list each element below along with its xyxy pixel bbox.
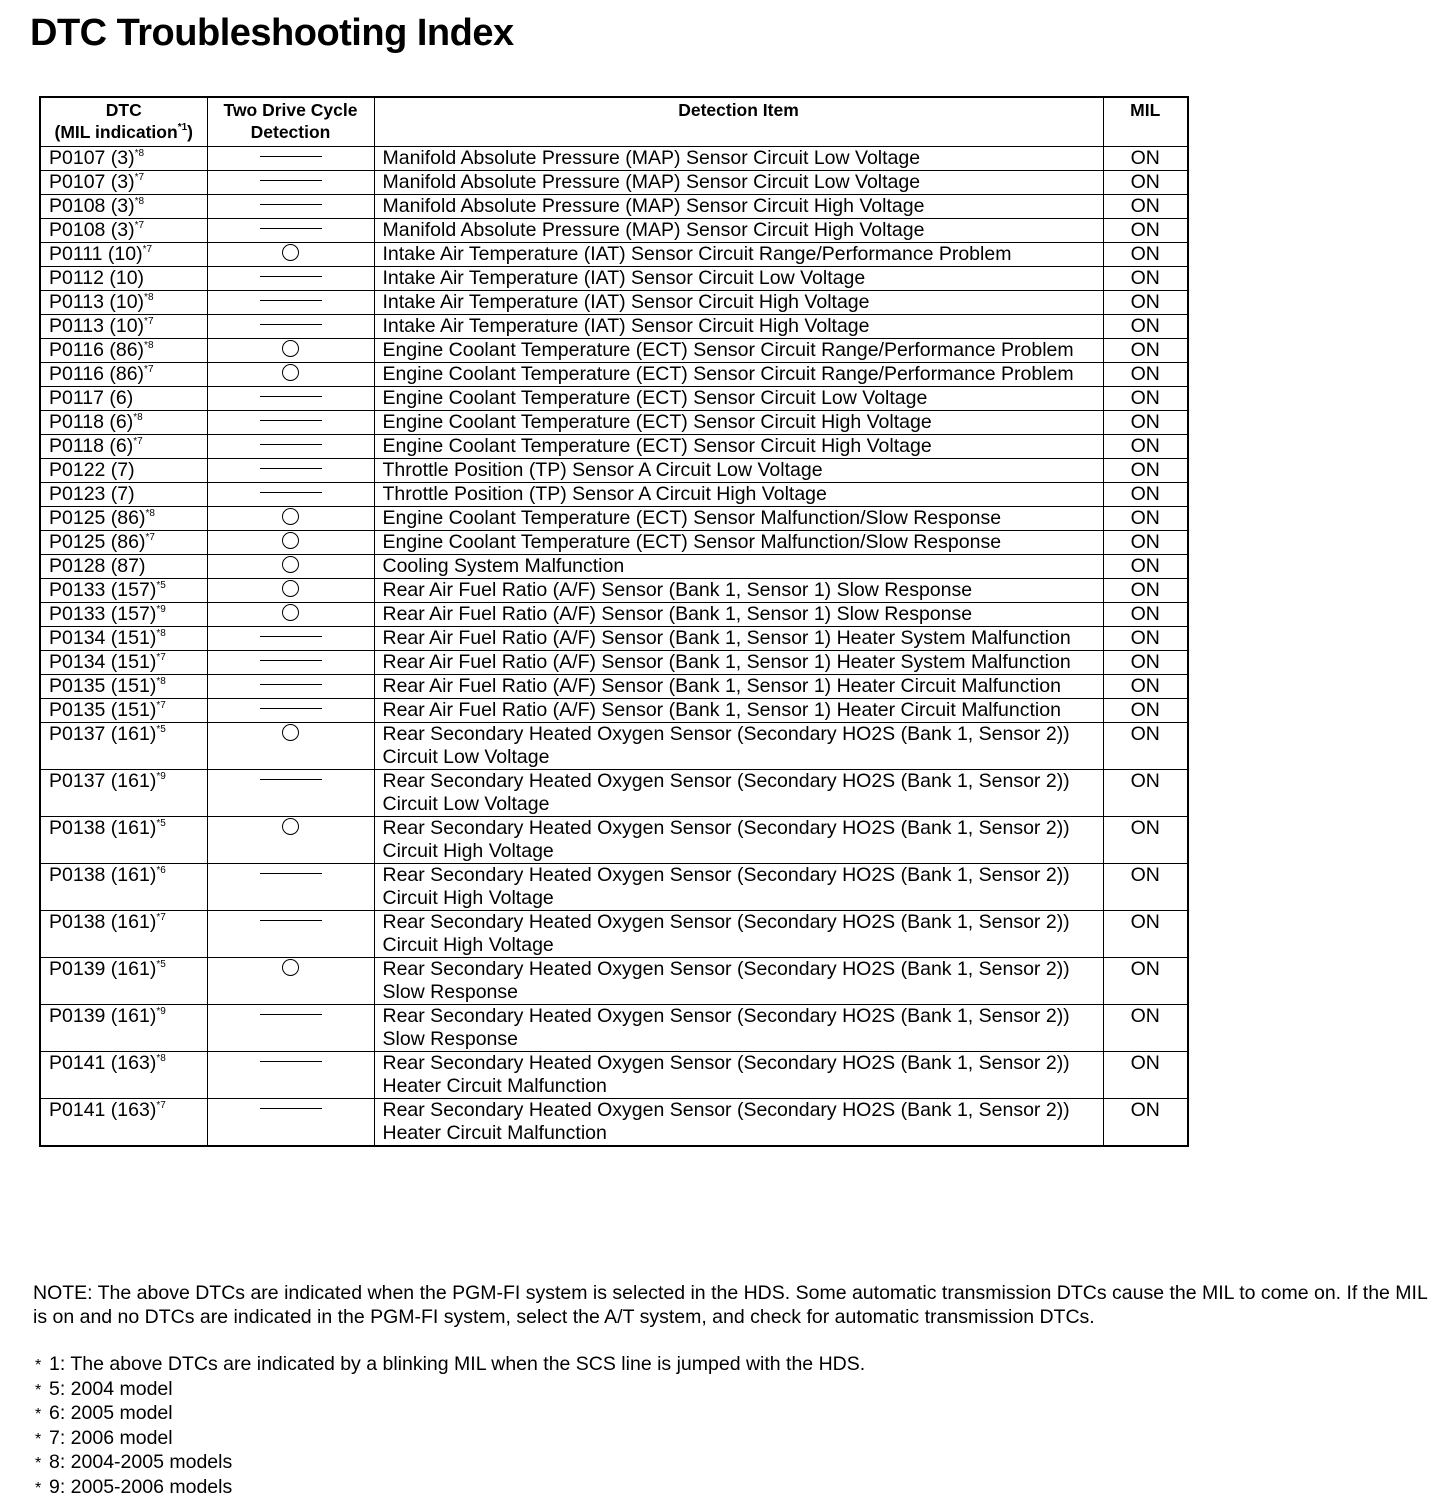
dtc-code-cell (40, 507, 207, 531)
mil-status: ON (1103, 219, 1188, 243)
header-detection-item: Detection Item (374, 97, 1103, 147)
mil-status: ON (1103, 387, 1188, 411)
dtc-code-cell (40, 723, 207, 770)
dtc-code: P0108 (3) (49, 219, 135, 241)
mil-status: ON (1103, 363, 1188, 387)
dtc-code-cell (40, 627, 207, 651)
dtc-footnote-mark: *8 (156, 628, 166, 639)
table-row (40, 171, 1188, 195)
dtc-code-cell (40, 267, 207, 291)
two-drive-cycle-cell (207, 147, 374, 171)
not-applicable-dash-icon (260, 300, 322, 301)
dtc-code-cell (40, 699, 207, 723)
not-applicable-dash-icon (260, 873, 322, 874)
dtc-footnote-mark: *7 (142, 244, 153, 255)
two-drive-cycle-cell (207, 911, 374, 958)
two-drive-cycle-cell (207, 817, 374, 864)
detection-item: Manifold Absolute Pressure (MAP) Sensor Circuit Low Voltage (374, 147, 1103, 171)
dtc-footnote-mark: *7 (144, 316, 154, 327)
mil-status: ON (1103, 817, 1188, 864)
dtc-footnote-mark: *8 (156, 676, 166, 687)
two-drive-cycle-circle-icon (282, 364, 299, 381)
header-dtc-footnote-mark: *1 (177, 122, 188, 133)
mil-status: ON (1103, 958, 1188, 1005)
detection-item: Engine Coolant Temperature (ECT) Sensor Circuit Range/Performance Problem (374, 339, 1103, 363)
header-dtc-label: DTC (105, 100, 142, 120)
dtc-code-cell (40, 483, 207, 507)
footnote-asterisk: * (35, 1357, 42, 1374)
not-applicable-dash-icon (260, 204, 322, 205)
table-body (40, 147, 1188, 1147)
two-drive-cycle-circle-icon (282, 556, 299, 573)
dtc-code: P0141 (163) (49, 1052, 157, 1074)
dtc-code: P0125 (86) (49, 507, 146, 529)
detection-item: Manifold Absolute Pressure (MAP) Sensor Circuit High Voltage (374, 195, 1103, 219)
detection-item: Intake Air Temperature (IAT) Sensor Circuit Low Voltage (374, 267, 1103, 291)
footnote-text: 1: The above DTCs are indicated by a blinking MIL when the SCS line is jumped with the HDS. (49, 1353, 866, 1375)
table-row (40, 555, 1188, 579)
header-dtc-sub: (MIL indication$^{*1}$) (54, 122, 193, 142)
dtc-footnote-mark: *7 (156, 912, 166, 923)
footnote-text: 6: 2005 model (49, 1402, 173, 1424)
detection-item: Rear Air Fuel Ratio (A/F) Sensor (Bank 1, Sensor 1) Heater System Malfunction (374, 651, 1103, 675)
dtc-footnote-mark: *7 (156, 652, 166, 663)
two-drive-cycle-cell (207, 435, 374, 459)
detection-item: Rear Secondary Heated Oxygen Sensor (Secondary HO2S (Bank 1, Sensor 2)) Circuit High Voltage (374, 817, 1103, 864)
two-drive-cycle-cell (207, 864, 374, 911)
detection-item: Rear Air Fuel Ratio (A/F) Sensor (Bank 1, Sensor 1) Heater System Malfunction (374, 627, 1103, 651)
dtc-code: P0137 (161) (49, 723, 157, 745)
header-two-drive-cycle (207, 97, 374, 147)
detection-item: Intake Air Temperature (IAT) Sensor Circuit High Voltage (374, 291, 1103, 315)
table-row (40, 603, 1188, 627)
dtc-code-cell (40, 243, 207, 267)
mil-status: ON (1103, 651, 1188, 675)
dtc-code-cell (40, 459, 207, 483)
dtc-code: P0135 (151) (49, 699, 157, 721)
footnote-text: 8: 2004-2005 models (49, 1451, 233, 1473)
two-drive-cycle-cell (207, 1005, 374, 1052)
not-applicable-dash-icon (260, 920, 322, 921)
dtc-code: P0118 (6) (49, 435, 134, 457)
dtc-code-cell (40, 531, 207, 555)
two-drive-cycle-cell (207, 267, 374, 291)
dtc-code-cell (40, 579, 207, 603)
two-drive-cycle-cell (207, 315, 374, 339)
dtc-footnote-mark: *7 (156, 700, 166, 711)
table-row (40, 291, 1188, 315)
table-row (40, 243, 1188, 267)
dtc-code-cell (40, 195, 207, 219)
dtc-code: P0133 (157) (49, 579, 157, 601)
dtc-code: P0108 (3) (49, 195, 135, 217)
two-drive-cycle-cell (207, 675, 374, 699)
dtc-code: P0122 (7) (49, 459, 135, 481)
detection-item: Engine Coolant Temperature (ECT) Sensor Malfunction/Slow Response (374, 531, 1103, 555)
header-mil: MIL (1103, 97, 1188, 147)
dtc-code-cell (40, 435, 207, 459)
two-drive-cycle-cell (207, 411, 374, 435)
dtc-code: P0128 (87) (49, 555, 146, 577)
detection-item: Rear Secondary Heated Oxygen Sensor (Secondary HO2S (Bank 1, Sensor 2)) Slow Response (374, 958, 1103, 1005)
two-drive-cycle-cell (207, 603, 374, 627)
table-row (40, 770, 1188, 817)
not-applicable-dash-icon (260, 1014, 322, 1015)
mil-status: ON (1103, 195, 1188, 219)
two-drive-cycle-cell (207, 555, 374, 579)
table-row (40, 411, 1188, 435)
two-drive-cycle-cell (207, 171, 374, 195)
two-drive-cycle-circle-icon (282, 604, 299, 621)
table-row (40, 315, 1188, 339)
mil-status: ON (1103, 864, 1188, 911)
dtc-code-cell (40, 958, 207, 1005)
detection-item: Rear Air Fuel Ratio (A/F) Sensor (Bank 1, Sensor 1) Heater Circuit Malfunction (374, 675, 1103, 699)
mil-status: ON (1103, 579, 1188, 603)
two-drive-cycle-cell (207, 627, 374, 651)
dtc-code-cell (40, 770, 207, 817)
footnote-item (35, 1353, 865, 1378)
dtc-footnote-mark: *8 (144, 292, 154, 303)
dtc-code-cell (40, 387, 207, 411)
mil-status: ON (1103, 243, 1188, 267)
dtc-code: P0141 (163) (49, 1099, 157, 1121)
detection-item: Rear Air Fuel Ratio (A/F) Sensor (Bank 1, Sensor 1) Heater Circuit Malfunction (374, 699, 1103, 723)
mil-status: ON (1103, 315, 1188, 339)
two-drive-cycle-circle-icon (282, 959, 299, 976)
dtc-code-cell (40, 864, 207, 911)
footnote-item (35, 1378, 865, 1403)
table-row (40, 911, 1188, 958)
dtc-code-cell (40, 603, 207, 627)
not-applicable-dash-icon (260, 1108, 322, 1109)
dtc-footnote-mark: *9 (156, 1006, 166, 1017)
dtc-code-cell (40, 147, 207, 171)
dtc-footnote-mark: *8 (134, 148, 145, 159)
not-applicable-dash-icon (260, 708, 322, 709)
mil-status: ON (1103, 531, 1188, 555)
detection-item: Rear Air Fuel Ratio (A/F) Sensor (Bank 1, Sensor 1) Slow Response (374, 603, 1103, 627)
footnotes-list (35, 1353, 865, 1500)
two-drive-cycle-cell (207, 507, 374, 531)
dtc-footnote-mark: *7 (133, 436, 143, 447)
detection-item: Rear Secondary Heated Oxygen Sensor (Secondary HO2S (Bank 1, Sensor 2)) Circuit High Voltage (374, 864, 1103, 911)
two-drive-cycle-cell (207, 723, 374, 770)
detection-item: Cooling System Malfunction (374, 555, 1103, 579)
table-row (40, 864, 1188, 911)
table-row (40, 339, 1188, 363)
footnote-asterisk: * (35, 1381, 42, 1399)
dtc-code: P0138 (161) (49, 864, 157, 886)
not-applicable-dash-icon (260, 396, 322, 397)
two-drive-cycle-cell (207, 531, 374, 555)
table-row (40, 219, 1188, 243)
dtc-code: P0134 (151) (49, 627, 157, 649)
dtc-code: P0116 (86) (49, 363, 145, 385)
detection-item: Engine Coolant Temperature (ECT) Sensor Circuit Range/Performance Problem (374, 363, 1103, 387)
dtc-code-cell (40, 555, 207, 579)
table-row (40, 195, 1188, 219)
dtc-footnote-mark: *8 (134, 196, 145, 207)
dtc-code-cell (40, 315, 207, 339)
dtc-code-cell (40, 1099, 207, 1147)
dtc-footnote-mark: *5 (156, 724, 166, 735)
two-drive-cycle-cell (207, 651, 374, 675)
dtc-code-cell (40, 411, 207, 435)
dtc-code-cell (40, 1005, 207, 1052)
not-applicable-dash-icon (260, 779, 322, 780)
dtc-code: P0112 (10) (49, 267, 145, 289)
footnote-item (35, 1451, 865, 1476)
header-dtc (40, 97, 207, 147)
dtc-code: P0113 (10) (49, 291, 145, 313)
dtc-code: P0117 (6) (49, 387, 134, 409)
dtc-code-cell (40, 219, 207, 243)
dtc-footnote-mark: *7 (134, 172, 145, 183)
note-paragraph: NOTE: The above DTCs are indicated when the PGM-FI system is selected in the HDS. Some automatic transmission DTCs cause the MIL to come on. If the MIL is on and no DTCs are indicated in the PGM-FI system, select the A/T system, and check for automatic transmission DTCs. (33, 1282, 1428, 1328)
detection-item: Rear Secondary Heated Oxygen Sensor (Secondary HO2S (Bank 1, Sensor 2)) Circuit Low Voltage (374, 723, 1103, 770)
table-row (40, 483, 1188, 507)
footnote-asterisk: * (35, 1455, 42, 1472)
not-applicable-dash-icon (260, 660, 322, 661)
two-drive-cycle-cell (207, 387, 374, 411)
detection-item: Intake Air Temperature (IAT) Sensor Circuit High Voltage (374, 315, 1103, 339)
mil-status: ON (1103, 1099, 1188, 1147)
two-drive-cycle-cell (207, 770, 374, 817)
dtc-code: P0111 (10) (49, 243, 143, 265)
detection-item: Rear Secondary Heated Oxygen Sensor (Secondary HO2S (Bank 1, Sensor 2)) Slow Response (374, 1005, 1103, 1052)
dtc-footnote-mark: *9 (156, 604, 166, 615)
dtc-footnote-mark: *9 (156, 771, 166, 782)
dtc-code: P0138 (161) (49, 911, 157, 933)
mil-status: ON (1103, 699, 1188, 723)
dtc-code: P0138 (161) (49, 817, 157, 839)
dtc-code-cell (40, 363, 207, 387)
dtc-footnote-mark: *7 (134, 220, 145, 231)
mil-status: ON (1103, 339, 1188, 363)
table-row (40, 699, 1188, 723)
mil-status: ON (1103, 1005, 1188, 1052)
table-row (40, 435, 1188, 459)
two-drive-cycle-cell (207, 1052, 374, 1099)
detection-item: Rear Secondary Heated Oxygen Sensor (Secondary HO2S (Bank 1, Sensor 2)) Heater Circuit Malfunction (374, 1052, 1103, 1099)
footnote-item (35, 1427, 865, 1452)
header-cycle-label: Two Drive Cycle (223, 100, 358, 120)
footnote-text: 7: 2006 model (49, 1426, 173, 1449)
two-drive-cycle-cell (207, 459, 374, 483)
table-row (40, 387, 1188, 411)
mil-status: ON (1103, 483, 1188, 507)
table-row (40, 147, 1188, 171)
mil-status: ON (1103, 171, 1188, 195)
dtc-footnote-mark: *8 (156, 1053, 166, 1064)
detection-item: Rear Secondary Heated Oxygen Sensor (Secondary HO2S (Bank 1, Sensor 2)) Circuit High Voltage (374, 911, 1103, 958)
page-title: DTC Troubleshooting Index (30, 12, 514, 54)
not-applicable-dash-icon (260, 156, 322, 157)
two-drive-cycle-cell (207, 958, 374, 1005)
dtc-code: P0123 (7) (49, 483, 135, 505)
dtc-code-cell (40, 171, 207, 195)
two-drive-cycle-cell (207, 1099, 374, 1147)
not-applicable-dash-icon (260, 1061, 322, 1062)
detection-item: Manifold Absolute Pressure (MAP) Sensor Circuit High Voltage (374, 219, 1103, 243)
dtc-code-cell (40, 675, 207, 699)
table-header-row (40, 97, 1188, 147)
detection-item: Rear Air Fuel Ratio (A/F) Sensor (Bank 1, Sensor 1) Slow Response (374, 579, 1103, 603)
dtc-code: P0107 (3) (49, 147, 135, 169)
table-row (40, 363, 1188, 387)
dtc-footnote-mark: *5 (156, 580, 166, 591)
detection-item: Rear Secondary Heated Oxygen Sensor (Secondary HO2S (Bank 1, Sensor 2)) Circuit Low Voltage (374, 770, 1103, 817)
detection-item: Throttle Position (TP) Sensor A Circuit High Voltage (374, 483, 1103, 507)
dtc-code-cell (40, 1052, 207, 1099)
table-row (40, 459, 1188, 483)
mil-status: ON (1103, 435, 1188, 459)
dtc-code: P0113 (10) (49, 315, 145, 337)
table-row (40, 507, 1188, 531)
dtc-code: P0118 (6) (49, 411, 134, 433)
detection-item: Engine Coolant Temperature (ECT) Sensor Circuit High Voltage (374, 411, 1103, 435)
table-row (40, 267, 1188, 291)
not-applicable-dash-icon (260, 420, 322, 421)
not-applicable-dash-icon (260, 444, 322, 445)
dtc-code: P0116 (86) (49, 339, 145, 361)
mil-status: ON (1103, 267, 1188, 291)
dtc-footnote-mark: *5 (156, 959, 166, 970)
not-applicable-dash-icon (260, 228, 322, 229)
mil-status: ON (1103, 1052, 1188, 1099)
footnote-asterisk: * (35, 1406, 42, 1423)
mil-status: ON (1103, 723, 1188, 770)
dtc-code: P0137 (161) (49, 770, 157, 792)
dtc-code-cell (40, 339, 207, 363)
table-row (40, 531, 1188, 555)
table-row (40, 958, 1188, 1005)
dtc-code-cell (40, 651, 207, 675)
dtc-footnote-mark: *7 (144, 364, 154, 375)
dtc-code-cell (40, 291, 207, 315)
table-row (40, 1005, 1188, 1052)
mil-status: ON (1103, 291, 1188, 315)
two-drive-cycle-circle-icon (282, 818, 299, 835)
not-applicable-dash-icon (260, 324, 322, 325)
dtc-code-cell (40, 911, 207, 958)
mil-status: ON (1103, 603, 1188, 627)
table-row (40, 627, 1188, 651)
two-drive-cycle-circle-icon (282, 244, 299, 261)
table-row (40, 817, 1188, 864)
two-drive-cycle-circle-icon (282, 580, 299, 597)
two-drive-cycle-cell (207, 291, 374, 315)
two-drive-cycle-cell (207, 339, 374, 363)
detection-item: Rear Secondary Heated Oxygen Sensor (Secondary HO2S (Bank 1, Sensor 2)) Heater Circuit Malfunction (374, 1099, 1103, 1147)
footnote-text: 9: 2005-2006 models (49, 1475, 233, 1498)
table-row (40, 651, 1188, 675)
dtc-table (39, 96, 1189, 1147)
dtc-code: P0135 (151) (49, 675, 157, 697)
mil-status: ON (1103, 507, 1188, 531)
dtc-footnote-mark: *8 (145, 508, 155, 519)
two-drive-cycle-circle-icon (282, 340, 299, 357)
detection-item: Manifold Absolute Pressure (MAP) Sensor Circuit Low Voltage (374, 171, 1103, 195)
table-row (40, 1099, 1188, 1147)
two-drive-cycle-circle-icon (282, 508, 299, 525)
mil-status: ON (1103, 459, 1188, 483)
mil-status: ON (1103, 770, 1188, 817)
two-drive-cycle-cell (207, 243, 374, 267)
dtc-footnote-mark: *5 (156, 818, 166, 829)
dtc-footnote-mark: *7 (145, 532, 155, 543)
mil-status: ON (1103, 627, 1188, 651)
two-drive-cycle-cell (207, 363, 374, 387)
footnote-asterisk: * (35, 1479, 42, 1497)
dtc-footnote-mark: *8 (144, 340, 154, 351)
dtc-footnote-mark: *6 (156, 865, 166, 876)
table-row (40, 1052, 1188, 1099)
footnote-text: 5: 2004 model (49, 1377, 173, 1400)
table-row (40, 675, 1188, 699)
two-drive-cycle-cell (207, 219, 374, 243)
footnote-item (35, 1476, 865, 1500)
not-applicable-dash-icon (260, 276, 322, 277)
not-applicable-dash-icon (260, 468, 322, 469)
not-applicable-dash-icon (260, 180, 322, 181)
mil-status: ON (1103, 911, 1188, 958)
mil-status: ON (1103, 147, 1188, 171)
dtc-code: P0125 (86) (49, 531, 146, 553)
footnote-asterisk: * (35, 1430, 42, 1448)
table-row (40, 723, 1188, 770)
dtc-code: P0107 (3) (49, 171, 135, 193)
mil-status: ON (1103, 555, 1188, 579)
detection-item: Engine Coolant Temperature (ECT) Sensor Circuit High Voltage (374, 435, 1103, 459)
detection-item: Intake Air Temperature (IAT) Sensor Circuit Range/Performance Problem (374, 243, 1103, 267)
not-applicable-dash-icon (260, 636, 322, 637)
two-drive-cycle-circle-icon (282, 532, 299, 549)
mil-status: ON (1103, 675, 1188, 699)
table-row (40, 579, 1188, 603)
dtc-code-cell (40, 817, 207, 864)
two-drive-cycle-circle-icon (282, 724, 299, 741)
dtc-code: P0139 (161) (49, 958, 157, 980)
detection-item: Engine Coolant Temperature (ECT) Sensor Malfunction/Slow Response (374, 507, 1103, 531)
detection-item: Throttle Position (TP) Sensor A Circuit Low Voltage (374, 459, 1103, 483)
dtc-footnote-mark: *8 (133, 412, 143, 423)
detection-item: Engine Coolant Temperature (ECT) Sensor Circuit Low Voltage (374, 387, 1103, 411)
not-applicable-dash-icon (260, 684, 322, 685)
dtc-code: P0134 (151) (49, 651, 157, 673)
dtc-footnote-mark: *7 (156, 1100, 166, 1111)
mil-status: ON (1103, 411, 1188, 435)
header-cycle-sub: Detection (250, 122, 331, 142)
two-drive-cycle-cell (207, 195, 374, 219)
not-applicable-dash-icon (260, 492, 322, 493)
dtc-code: P0139 (161) (49, 1005, 157, 1027)
two-drive-cycle-cell (207, 483, 374, 507)
two-drive-cycle-cell (207, 579, 374, 603)
footnote-item (35, 1402, 865, 1427)
two-drive-cycle-cell (207, 699, 374, 723)
dtc-code: P0133 (157) (49, 603, 157, 625)
